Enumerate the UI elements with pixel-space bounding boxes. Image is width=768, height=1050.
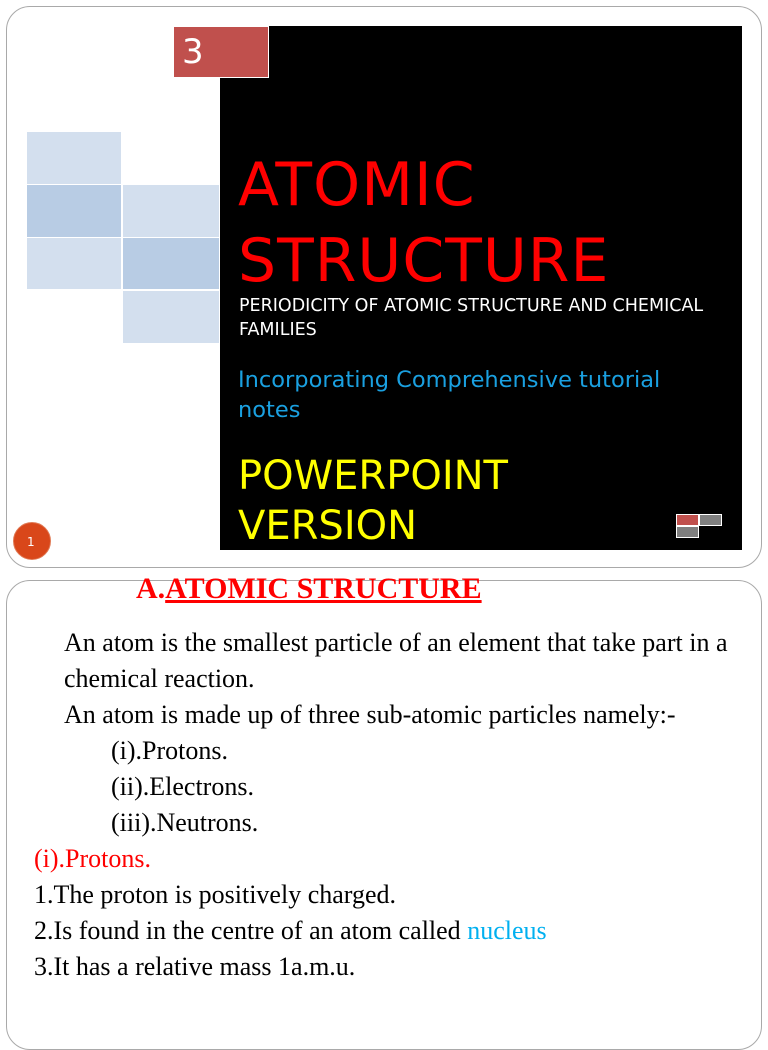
highlight-term: nucleus <box>467 916 547 945</box>
mini-square-gray <box>676 526 699 538</box>
slide-number-badge: 1 <box>13 522 51 560</box>
decorative-square <box>123 185 219 237</box>
list-item: (ii).Electrons. <box>111 772 254 801</box>
chapter-badge: 3 <box>173 26 269 78</box>
decorative-square <box>27 238 121 289</box>
paragraph: An atom is made up of three sub-atomic particles namely:- <box>64 700 676 729</box>
version-label <box>238 451 698 551</box>
heading-prefix: A. <box>136 572 166 605</box>
mini-square-gray <box>699 514 722 526</box>
title-line-1: ATOMIC <box>238 150 476 220</box>
list-item: (iii).Neutrons. <box>111 808 259 837</box>
mini-square-red <box>676 514 699 526</box>
slide-subtitle: PERIODICITY OF ATOMIC STRUCTURE AND CHEMICAL FAMILIES <box>239 296 704 340</box>
point: 1.The proton is positively charged. <box>34 880 397 909</box>
decorative-square <box>123 291 219 343</box>
point-text: 2.Is found in the centre of an atom called <box>34 916 468 945</box>
decorative-square <box>123 238 219 289</box>
title-line-2: STRUCTURE <box>238 226 610 296</box>
slide-body <box>34 625 734 985</box>
version-line-2: VERSION <box>238 503 418 549</box>
section-heading: (i).Protons. <box>34 844 151 873</box>
point <box>34 913 734 949</box>
paragraph: An atom is the smallest particle of an element that take part in a chemical reaction. <box>64 628 728 693</box>
content-slide <box>6 572 762 1050</box>
slide-title <box>238 147 728 299</box>
decorative-square <box>27 132 121 184</box>
title-slide <box>6 6 762 568</box>
heading-text: ATOMIC STRUCTURE <box>165 572 482 605</box>
point: 3.It has a relative mass 1a.m.u. <box>34 952 356 981</box>
list-item: (i).Protons. <box>111 736 228 765</box>
version-line-1: POWERPOINT <box>238 453 508 499</box>
slide-tagline: Incorporating Comprehensive tutorial notes <box>238 367 661 423</box>
decorative-square <box>27 185 121 237</box>
slide-heading <box>136 571 482 607</box>
